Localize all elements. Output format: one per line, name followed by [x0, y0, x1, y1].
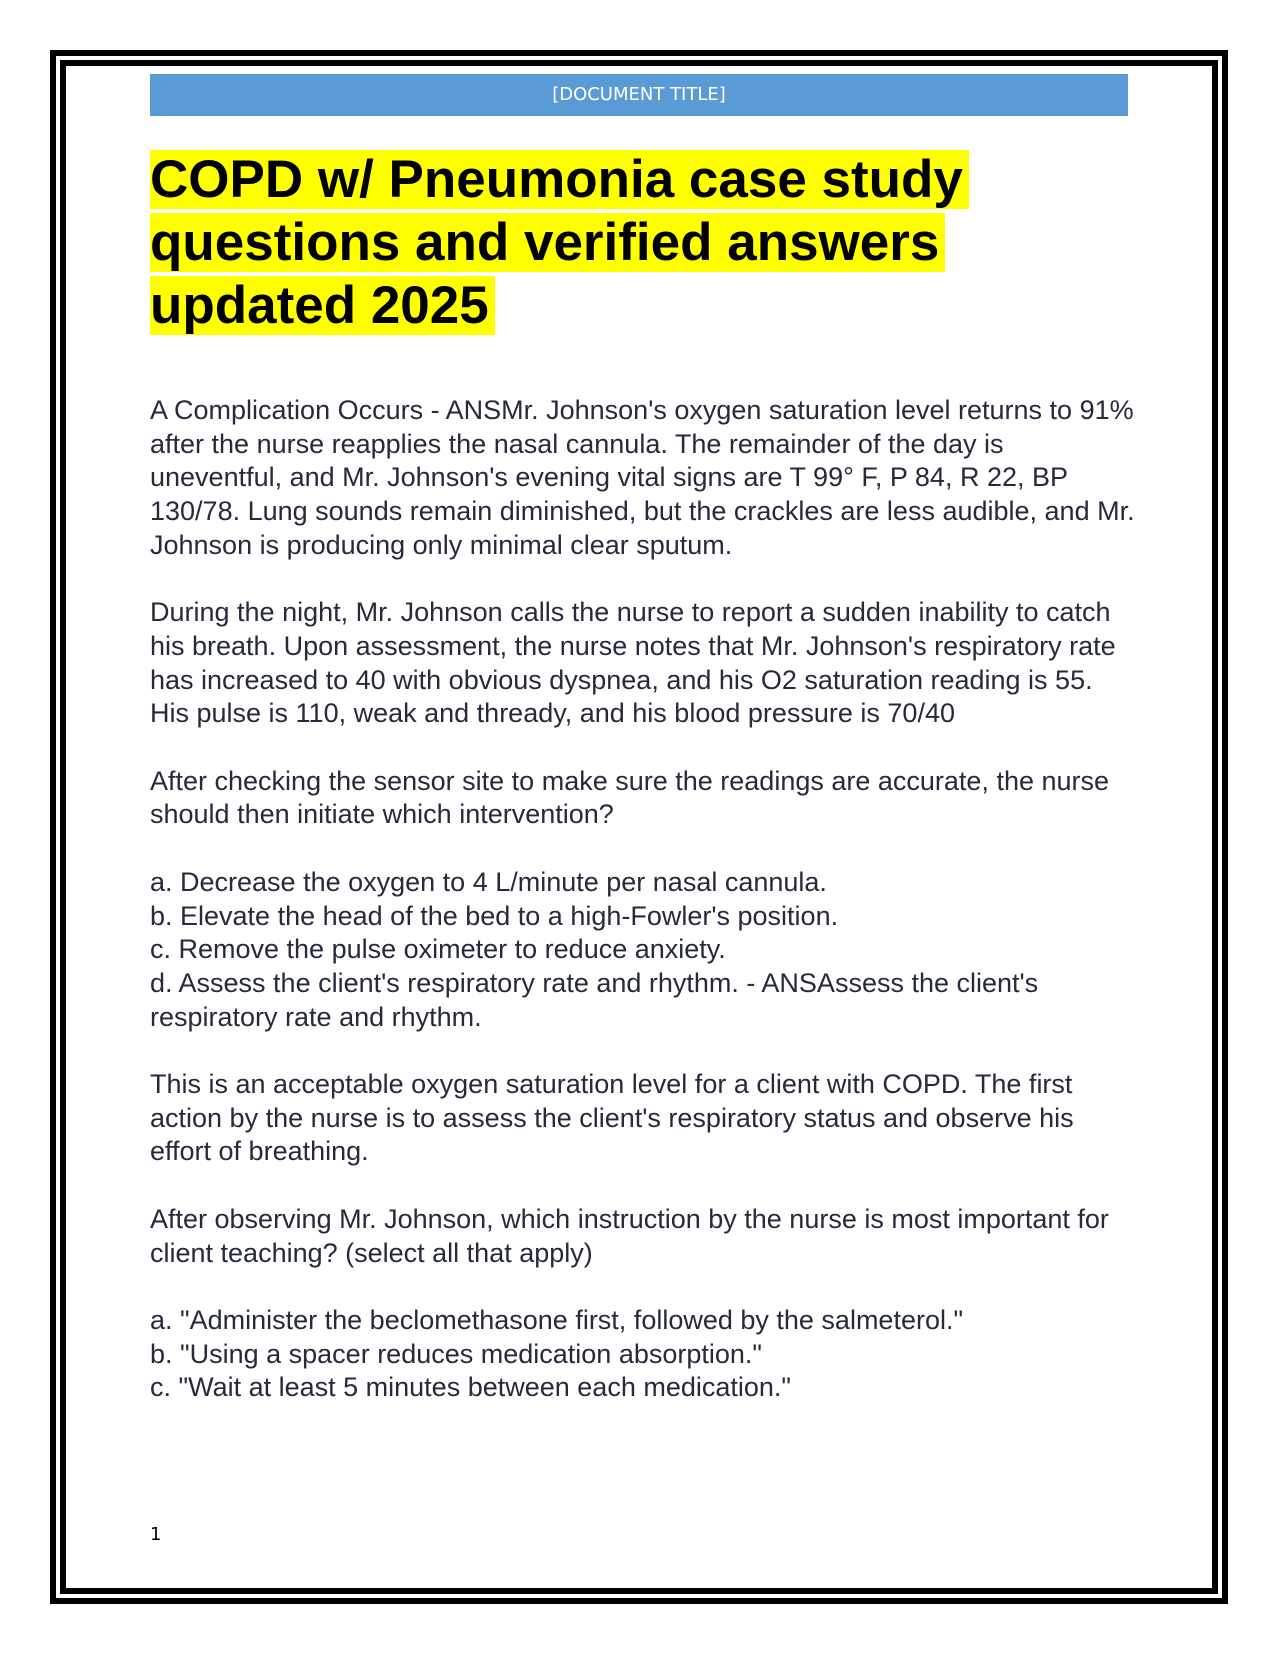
option-item: c. "Wait at least 5 minutes between each medication." [150, 1372, 791, 1403]
document-title-header: [DOCUMENT TITLE] [150, 74, 1128, 116]
paragraph-night-event: During the night, Mr. Johnson calls the nurse to report a sudden inability to catch his breath. Upon assessment, the nurse notes that Mr. Johnson's respiratory rate has increased to 40 with obvious dyspnea, and his O2 saturation reading is 55. His pulse is 110, weak and thready, and his blood pressure is 70/40 [150, 597, 1116, 729]
page-number: 1 [150, 1524, 162, 1545]
paragraph-rationale: This is an acceptable oxygen saturation level for a client with COPD. The first action by the nurse is to assess the client's respiratory status and observe his effort of breathing. [150, 1069, 1074, 1167]
question-intervention: After checking the sensor site to make sure the readings are accurate, the nurse should then initiate which intervention? [150, 765, 1110, 830]
page-title [150, 148, 1050, 337]
paragraph-complication: A Complication Occurs - ANSMr. Johnson's oxygen saturation level returns to 91% after the nurse reapplies the nasal cannula. The remainder of the day is uneventful, and Mr. Johnson's evening vital signs are T 99° F, P 84, R 22, BP 130/78. Lung sounds remain diminished, but the crackles are less audible, and Mr. Johnson is producing only minimal clear sputum. [150, 395, 1135, 560]
option-item: c. Remove the pulse oximeter to reduce anxiety. [150, 934, 726, 965]
title-line: questions and verified answers [150, 213, 945, 272]
option-item: b. Elevate the head of the bed to a high-Fowler's position. [150, 900, 839, 931]
option-item: d. Assess the client's respiratory rate and rhythm. - ANSAssess the client's respiratory rate and rhythm. [150, 967, 1039, 1032]
title-line: COPD w/ Pneumonia case study [150, 150, 969, 209]
document-body [150, 394, 1135, 1439]
question-options-list [150, 866, 1135, 1035]
option-item: a. Decrease the oxygen to 4 L/minute per nasal cannula. [150, 866, 827, 897]
question-client-teaching: After observing Mr. Johnson, which instruction by the nurse is most important for client teaching? (select all that apply) [150, 1203, 1109, 1268]
title-line: updated 2025 [150, 276, 495, 335]
option-item: b. "Using a spacer reduces medication absorption." [150, 1338, 762, 1369]
option-item: a. "Administer the beclomethasone first, followed by the salmeterol." [150, 1304, 964, 1335]
question-options-list [150, 1304, 1135, 1405]
